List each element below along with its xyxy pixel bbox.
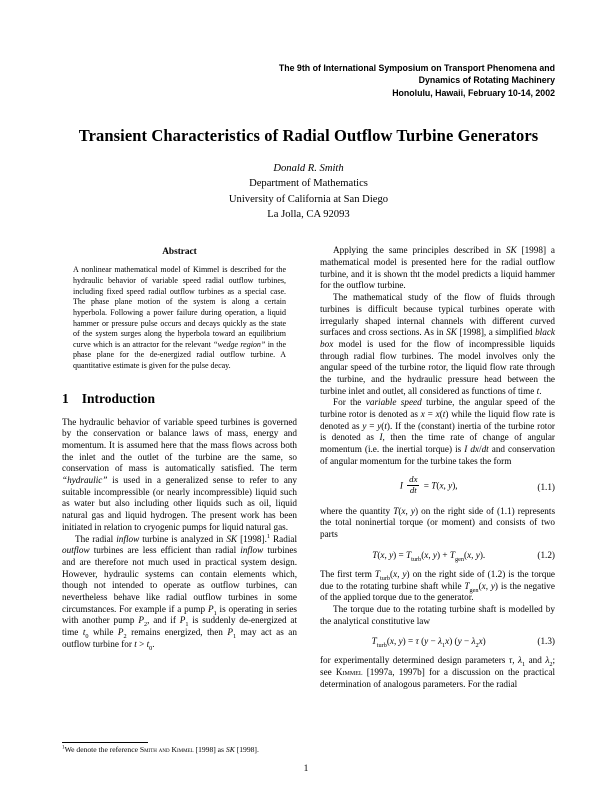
left-column	[62, 245, 297, 761]
author-university: University of California at San Diego	[228, 193, 389, 205]
page-number: 1	[303, 764, 309, 774]
paragraph: Applying the same principles described in SK [1998] a mathematical model is presented here for the radial outflow turbine, and it is shown tht the model predicts a liquid hammer for the outflow turbine.	[320, 245, 556, 291]
conference-header-line: Honolulu, Hawaii, February 10-14, 2002	[392, 87, 555, 98]
footnote-block	[62, 742, 297, 762]
equation-1-3	[320, 636, 555, 650]
conference-header-line: Dynamics of Rotating Machinery	[418, 75, 555, 86]
section-heading-introduction	[62, 391, 297, 407]
paragraph: The mathematical study of the flow of fluids through turbines is difficult because typical turbines operate with irregularly shaped internal channels with different curved surfaces and cross sections. As in SK [1998], a simplified black box model is used for the flow of incompressible liquids through radial flow turbines. The model involves only the angular speed of the turbine rotor, the liquid flow rate through the turbine, and the hydraulic pressure head between the turbine inlet and outlet, all considered as functions of time t.	[320, 292, 555, 396]
paragraph: The radial inflow turbine is analyzed in SK [1998].$^1$ Radial outflow turbines are less efficient than radial inflow turbines and are therefore not much used in practical system design. However, hydraulic systems can contain elements which, though not intended to operate as outflow turbines, can nevertheless behave like radial outflow turbines in some circumstances. For example if a pump $P_1$ is operating in series with another pump $P_2$, and if $P_1$ is suddenly de-energized at time $t_0$ while $P_2$ remains energized, then $P_1$ may act as an outflow turbine for $t > t_0$.	[62, 532, 298, 652]
section-label: Introduction	[81, 390, 156, 406]
equation-body: $T_{turb}(x$, y) = τ $(y - \lambda_1x)$ $(y - \lambda_2x)$	[371, 636, 486, 650]
equation-number: (1.2)	[537, 549, 555, 560]
equation-body: T(x, $y) = T_{turb}(x$, $y) + T_{gen}(x$, y).	[372, 549, 486, 563]
footnote-text: $^1$We denote the reference Smith and Kimmel [1998] as SK [1998].	[62, 744, 259, 755]
paragraph: For the variable speed turbine, the angular speed of the turbine rotor is denoted as x = x(t) while the liquid flow rate is denoted as y = y(t). If the (constant) inertia of the turbine rotor is denoted as I, then the time rate of change of angular momentum (i.e. the inertial torque) is I dx/dt and conservation of angular momentum for the turbine takes the form	[320, 397, 556, 466]
equation-1-2	[320, 549, 555, 563]
two-column-body	[62, 245, 555, 761]
equation-body: I $\frac{dx}{dt}$ = T(x, y),	[399, 474, 458, 496]
paragraph: The first term $T_{turb}(x$, y) on the right side of (1.2) is the torque due to the rotating turbine shaft while $T_{gen}(x$, y) is the negative of the applied torque due to the generator.	[320, 568, 556, 603]
conference-header	[62, 62, 555, 99]
paper-title: Transient Characteristics of Radial Outflow Turbine Generators	[78, 125, 539, 145]
section-number: 1	[62, 390, 69, 406]
paragraph: The torque due to the rotating turbine shaft is modelled by the analytical constitutive law	[320, 603, 555, 626]
equation-number: (1.1)	[537, 481, 555, 492]
author-name: Donald R. Smith	[273, 162, 344, 174]
abstract-body: A nonlinear mathematical model of Kimmel is described for the hydraulic behavior of variable speed radial outflow turbines, including fixed speed radial outflow turbines as a special case. The phase plane motion of the system is along a certain hyperbola. Following a power failure during operation, a liquid hammer or pressure pulse occurs and decays quickly as the state of the system surges along the hyperbola toward an equilibrium curve which is an attractor for the relevant “wedge region” in the phase plane for the de-energized radial outflow turbine. A quantitative estimate is given for the pulse decay.	[73, 265, 286, 370]
abstract-heading: Abstract	[162, 247, 197, 258]
author-department: Department of Mathematics	[249, 178, 368, 190]
equation-number: (1.3)	[537, 636, 555, 647]
paragraph: The hydraulic behavior of variable speed turbines is governed by the conservation or balance laws of mass, energy and momentum. It is assumed here that the mass flows across both the inlet and the outlet of the turbine are the same, so conservation of mass is automatically satisfied. The term “hydraulic” is used in a generalized sense to refer to any suitable incompressible (or nearly incompressible) liquid such as water but also including other liquids such as oil, liquid natural gas and liquid hydrogen. The present work has been initiated in relation to cryogenic pumps for liquid natural gas.	[62, 416, 297, 532]
paragraph: for experimentally determined design parameters τ, $\lambda_1$ and $\lambda_2$; see Kimmel [1997a, 1997b] for a discussion on the practical determination of analogous parameters. For the radial	[320, 655, 556, 689]
author-block	[62, 161, 555, 222]
author-city: La Jolla, CA 92093	[267, 209, 350, 221]
paragraph: where the quantity T(x, y) on the right side of (1.1) represents the total noninertial torque (or moment) and consists of two parts	[320, 505, 556, 540]
footnote-rule	[62, 742, 148, 743]
right-column	[320, 245, 555, 761]
conference-header-line: The 9th of International Symposium on Transport Phenomena and	[278, 63, 555, 73]
equation-1-1	[320, 476, 555, 496]
